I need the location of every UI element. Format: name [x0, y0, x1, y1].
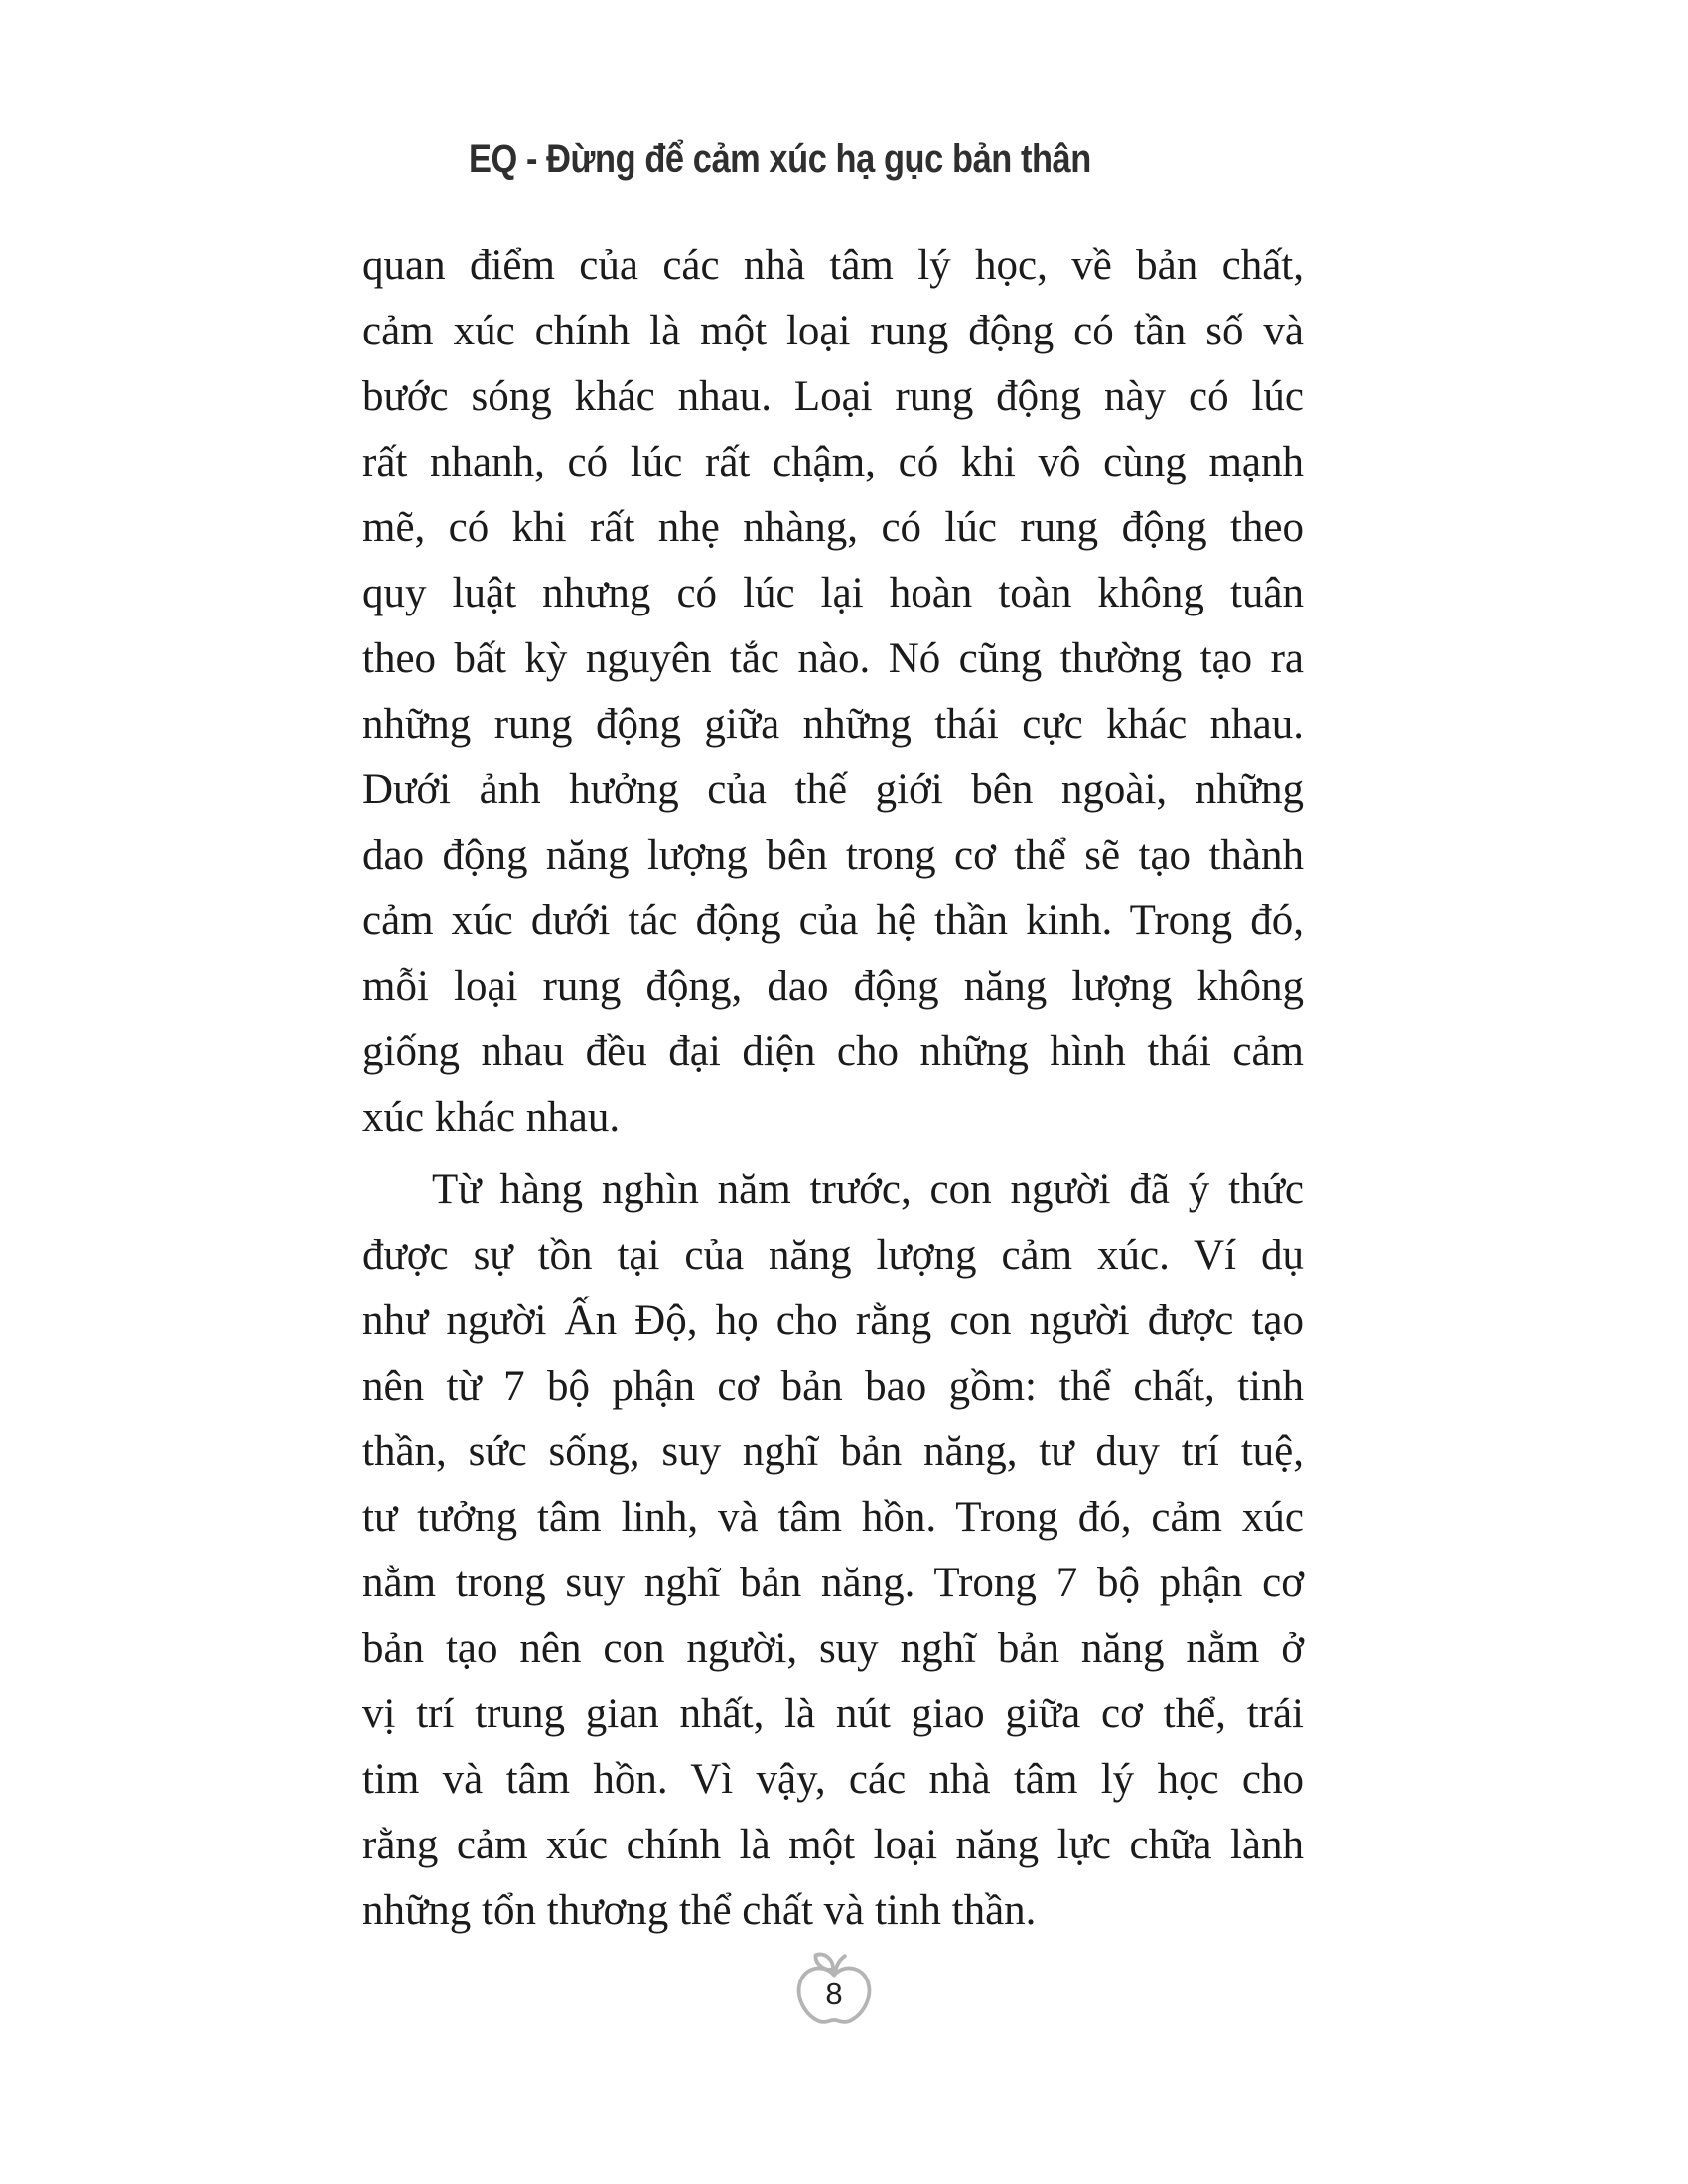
text-line: Dưới ảnh hưởng của thế giới bên ngoài, những [362, 766, 1304, 813]
text-line: nằm trong suy nghĩ bản năng. Trong 7 bộ phận cơ [362, 1560, 1304, 1606]
text-line: thần, sức sống, suy nghĩ bản năng, tư duy trí tuệ, [362, 1429, 1304, 1475]
text-line: nên từ 7 bộ phận cơ bản bao gồm: thể chất, tinh [362, 1363, 1304, 1410]
page-number-ornament [792, 1950, 876, 2027]
text-line: theo bất kỳ nguyên tắc nào. Nó cũng thường tạo ra [362, 635, 1304, 682]
paragraph-1 [362, 233, 1304, 1151]
text-line: xúc khác nhau. [362, 1094, 621, 1141]
text-line: như người Ấn Độ, họ cho rằng con người được tạo [362, 1297, 1304, 1344]
book-title: EQ - Đừng để cảm xúc hạ gục bản thân [468, 137, 1091, 181]
text-line: cảm xúc chính là một loại rung động có tần số và [362, 308, 1304, 354]
text-line: được sự tồn tại của năng lượng cảm xúc. Ví dụ [362, 1232, 1304, 1279]
text-line: mẽ, có khi rất nhẹ nhàng, có lúc rung động theo [362, 504, 1304, 551]
text-line: vị trí trung gian nhất, là nút giao giữa cơ thể, trái [362, 1691, 1304, 1737]
text-line: rất nhanh, có lúc rất chậm, có khi vô cùng mạnh [362, 439, 1304, 485]
text-line: rằng cảm xúc chính là một loại năng lực chữa lành [362, 1822, 1304, 1868]
text-line: cảm xúc dưới tác động của hệ thần kinh. Trong đó, [362, 897, 1304, 944]
text-line: những tổn thương thể chất và tinh thần. [362, 1887, 1037, 1934]
text-line: bản tạo nên con người, suy nghĩ bản năng nằm ở [362, 1625, 1304, 1672]
text-line: quan điểm của các nhà tâm lý học, về bản chất, [362, 242, 1304, 289]
text-line: dao động năng lượng bên trong cơ thể sẽ tạo thành [362, 832, 1304, 879]
text-line: giống nhau đều đại diện cho những hình thái cảm [362, 1028, 1304, 1075]
body-text [362, 233, 1304, 1944]
text-line: những rung động giữa những thái cực khác nhau. [362, 701, 1304, 748]
text-line: quy luật nhưng có lúc lại hoàn toàn không tuân [362, 570, 1304, 616]
text-line: tư tưởng tâm linh, và tâm hồn. Trong đó, cảm xúc [362, 1494, 1304, 1541]
paragraph-2 [362, 1158, 1304, 1944]
page-number: 8 [825, 1977, 843, 2011]
running-header [362, 135, 1304, 192]
text-line: Từ hàng nghìn năm trước, con người đã ý thức [432, 1166, 1304, 1213]
text-line: tim và tâm hồn. Vì vậy, các nhà tâm lý học cho [362, 1756, 1304, 1803]
text-line: bước sóng khác nhau. Loại rung động này có lúc [362, 373, 1304, 420]
text-line: mỗi loại rung động, dao động năng lượng không [362, 963, 1304, 1010]
